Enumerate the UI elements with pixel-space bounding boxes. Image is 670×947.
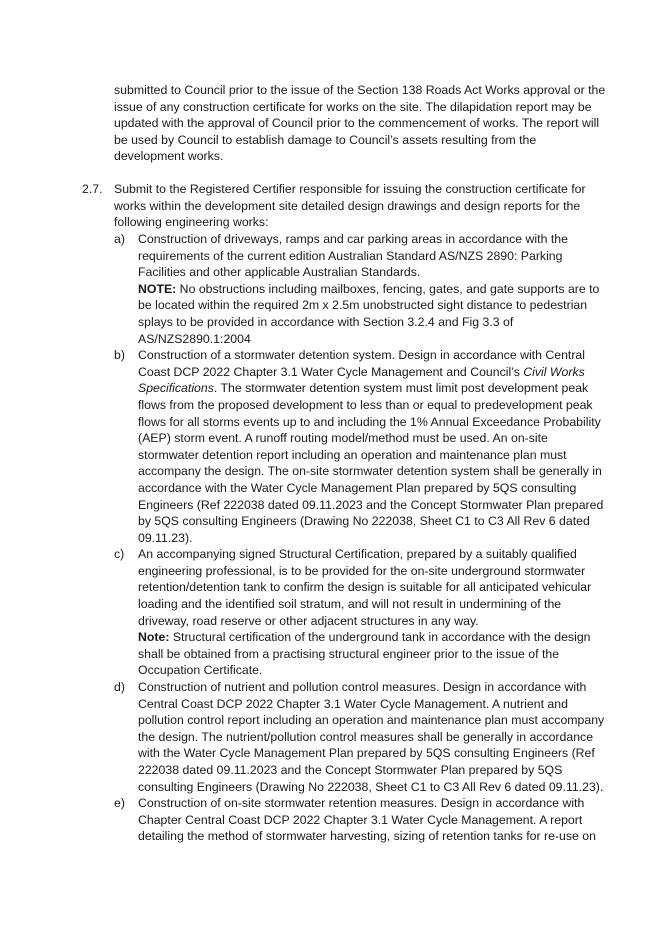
item-label-d: d) [114, 680, 125, 695]
item-label-b: b) [114, 348, 125, 363]
intro-paragraph: submitted to Council prior to the issue of the Section 138 Roads Act Works approval or the issue of any construction certificate for works on the site. The dilapidation report may be updated with the approval of Council prior to the commencement of works. The report will be used by Council to establish damage to Council’s assets resulting from the development works. [114, 83, 606, 164]
item-label-e: e) [114, 796, 125, 811]
item-text-a: Construction of driveways, ramps and car parking areas in accordance with the requirements of the current edition Australian Standard AS/NZS 2890: Parking Facilities and other applicable Australian Standards. [138, 232, 568, 280]
clause-text: Submit to the Registered Certifier responsible for issuing the construction certificate for works within the development site detailed design drawings and design reports for the following engineering works: [114, 182, 586, 230]
civil-works-specifications: Civil Works Specifications [138, 364, 585, 396]
note-label-a: NOTE: [138, 281, 177, 296]
item-text-b-end: . The stormwater detention system must limit post development peak flows from the proposed development to less than or equal to predevelopment peak flows for all storms events up to and including the 1% Annual Exceedance Probability (AEP) storm event. A runoff routing model/method must be used. An on-site stormwater detention report including an operation and maintenance plan must accompany the design. The on-site stormwater detention system shall be generally in accordance with the Water Cycle Management Plan prepared by 5QS consulting Engineers (Ref 222038 dated 09.11.2023 and the Concept Stormwater Plan prepared by 5QS consulting Engineers (Drawing No 222038, Sheet C1 to C3 All Rev 6 dated 09.11.23). [138, 381, 604, 545]
item-text-e: Construction of on-site stormwater retention measures. Design in accordance with Chapter Central Coast DCP 2022 Chapter 3.1 Water Cycle Management. A report detailing the method of stormwater harvesting, sizing of retention tanks for re-use on [138, 796, 596, 844]
item-text-c: An accompanying signed Structural Certification, prepared by a suitably qualified engineering professional, is to be provided for the on-site underground stormwater retention/detention tank to confirm the design is suitable for all anticipated vehicular loading and the identified soil stratum, and will not result in undermining of the driveway, road reserve or other adjacent structures in any way. [138, 547, 592, 628]
list-item-b [114, 347, 610, 546]
note-text-c: Structural certification of the underground tank in accordance with the design shall be obtained from a practising structural engineer prior to the issue of the Occupation Certificate. [138, 630, 591, 678]
list-item-d [114, 679, 610, 795]
list-item-e [114, 795, 610, 845]
item-note-a [138, 281, 610, 347]
works-list [114, 231, 610, 845]
item-text-d: Construction of nutrient and pollution control measures. Design in accordance with Central Coast DCP 2022 Chapter 3.1 Water Cycle Management. A nutrient and pollution control report including an operation and maintenance plan must accompany the design. The nutrient/pollution control measures shall be generally in accordance with the Water Cycle Management Plan prepared by 5QS consulting Engineers (Ref 222038 dated 09.11.2023 and the Concept Stormwater Plan prepared by 5QS consulting Engineers (Drawing No 222038, Sheet C1 to C3 All Rev 6 dated 09.11.23). [138, 680, 605, 794]
list-item-a [114, 231, 610, 347]
list-item-c [114, 546, 610, 679]
item-text-b [138, 347, 610, 546]
clause-number: 2.7. [82, 182, 103, 196]
note-label-c: Note: [138, 630, 170, 645]
item-label-c: c) [114, 547, 125, 562]
item-note-c [138, 629, 610, 679]
note-text-a: No obstructions including mailboxes, fencing, gates, and gate supports are to be located within the required 2m x 2.5m unobstructed sight distance to pedestrian splays to be provided in accordance with Section 3.2.4 and Fig 3.3 of AS/NZS2890.1:2004 [138, 281, 600, 346]
item-text-b-start: Construction of a stormwater detention system. Design in accordance with Central Coast DCP 2022 Chapter 3.1 Water Cycle Management and Council’s [138, 348, 585, 379]
item-label-a: a) [114, 232, 125, 246]
